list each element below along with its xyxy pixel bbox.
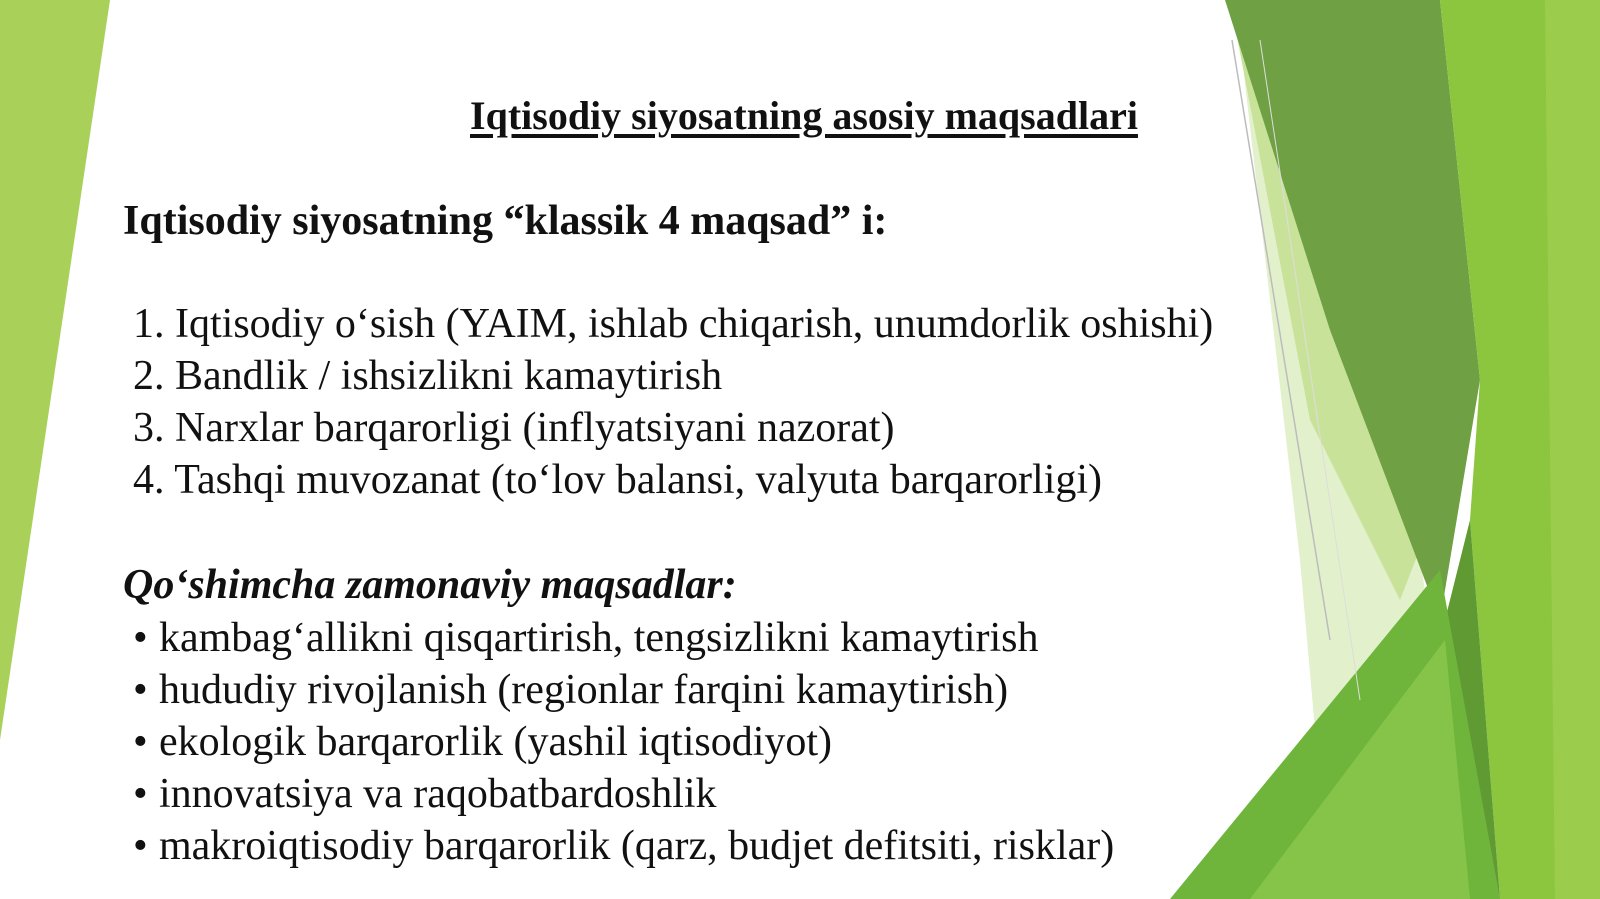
- goal-item: [133, 350, 1213, 402]
- goal-item: [133, 454, 1213, 506]
- modern-goal-text: innovatsiya va raqobatbardoshlik: [159, 771, 717, 817]
- modern-goal-item: [133, 768, 1114, 820]
- modern-goal-item: [133, 664, 1114, 716]
- modern-goal-item: [133, 820, 1114, 872]
- goal-item: [133, 402, 1213, 454]
- bullet-icon: •: [133, 615, 148, 661]
- modern-goal-text: makroiqtisodiy barqarorlik (qarz, budjet defitsiti, risklar): [159, 823, 1115, 869]
- classic-goals-heading: Iqtisodiy siyosatning “klassik 4 maqsad” i:: [123, 198, 888, 244]
- goal-text: Iqtisodiy o‘sish (YAIM, ishlab chiqarish, unumdorlik oshishi): [175, 301, 1214, 347]
- goal-text: Tashqi muvozanat (to‘lov balansi, valyuta barqarorligi): [174, 457, 1103, 503]
- goal-text: Narxlar barqarorligi (inflyatsiyani nazorat): [175, 405, 895, 451]
- slide-title: Iqtisodiy siyosatning asosiy maqsadlari: [470, 93, 1138, 138]
- bullet-icon: •: [133, 719, 148, 765]
- modern-goals-list: [133, 612, 1114, 872]
- goal-number: 4.: [133, 457, 165, 503]
- goal-text: Bandlik / ishsizlikni kamaytirish: [175, 353, 723, 399]
- modern-goal-text: hududiy rivojlanish (regionlar farqini kamaytirish): [159, 667, 1009, 713]
- goal-number: 3.: [133, 405, 165, 451]
- modern-goal-text: kambag‘allikni qisqartirish, tengsizlikni kamaytirish: [159, 615, 1039, 661]
- modern-goal-item: [133, 612, 1114, 664]
- left-green-wedge: [0, 0, 110, 740]
- bullet-icon: •: [133, 823, 148, 869]
- goal-number: 1.: [133, 301, 165, 347]
- classic-goals-list: [133, 298, 1213, 506]
- modern-goal-item: [133, 716, 1114, 768]
- goal-item: [133, 298, 1213, 350]
- modern-goals-heading: Qo‘shimcha zamonaviy maqsadlar:: [123, 562, 737, 608]
- goal-number: 2.: [133, 353, 165, 399]
- modern-goal-text: ekologik barqarorlik (yashil iqtisodiyot): [159, 719, 833, 765]
- bullet-icon: •: [133, 667, 148, 713]
- bullet-icon: •: [133, 771, 148, 817]
